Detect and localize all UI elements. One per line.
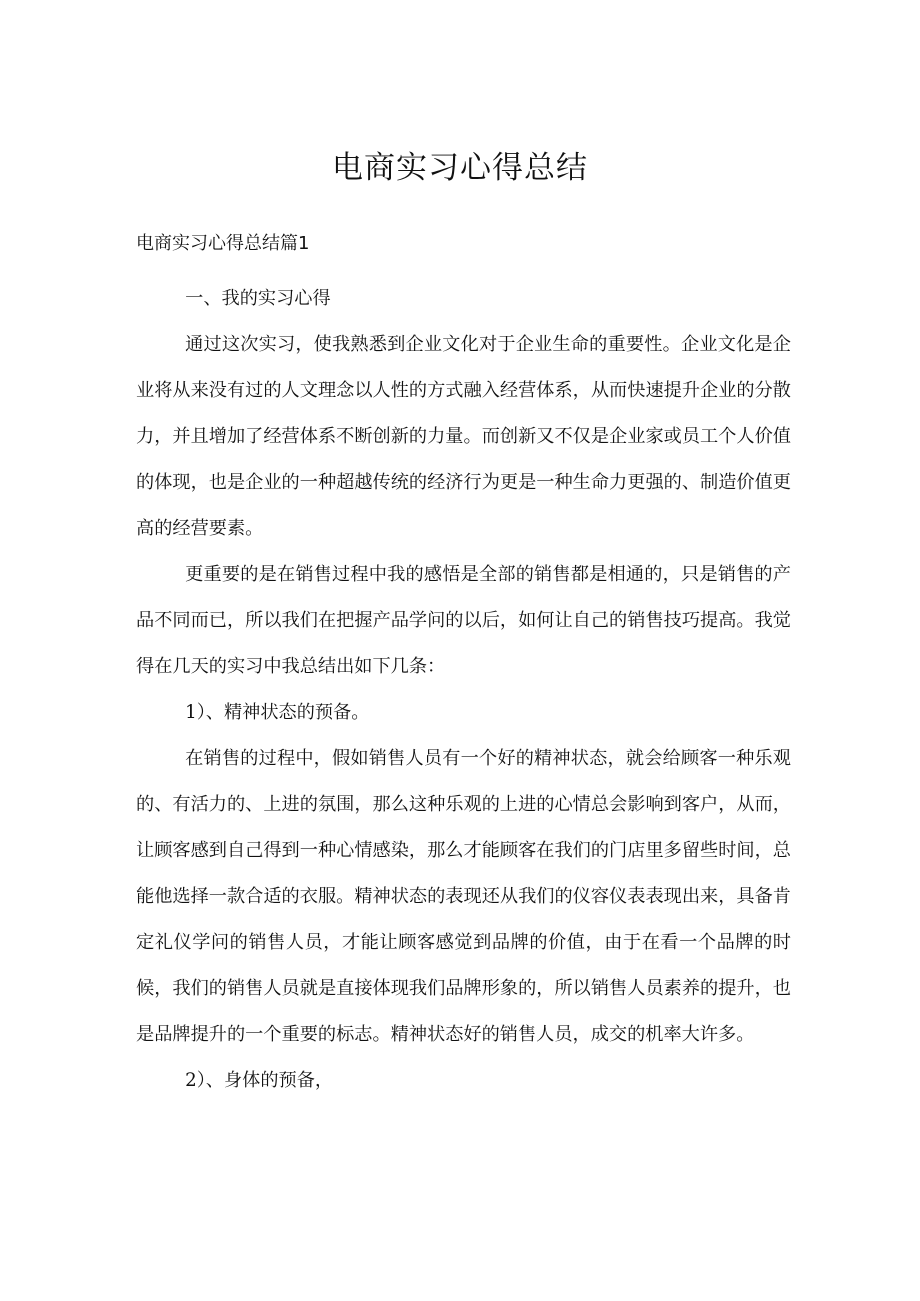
paragraph: 更重要的是在销售过程中我的感悟是全部的销售都是相通的，只是销售的产品不同而已，所以我们在把握产品学问的以后，如何让自己的销售技巧提高。我觉得在几天的实习中我总结出如下几条： <box>136 564 791 677</box>
document-subtitle: 电商实习心得总结篇1 <box>136 233 310 254</box>
paragraph: 通过这次实习，使我熟悉到企业文化对于企业生命的重要性。企业文化是企业将从来没有过的人文理念以人性的方式融入经营体系，从而快速提升企业的分散力，并且增加了经营体系不断创新的力量。而创新又不仅是企业家或员工个人价值的体现，也是企业的一种超越传统的经济行为更是一种生命力更强的、制造价值更高的经营要素。 <box>136 334 791 539</box>
section-heading: 2）、身体的预备， <box>185 1070 334 1091</box>
document-body <box>136 276 791 1104</box>
document-title: 电商实习心得总结 <box>332 150 588 186</box>
paragraph: 在销售的过程中，假如销售人员有一个好的精神状态，就会给顾客一种乐观的、有活力的、上进的氛围，那么这种乐观的上进的心情总会影响到客户，从而，让顾客感到自己得到一种心情感染，那么才能顾客在我们的门店里多留些时间，总能他选择一款合适的衣服。精神状态的表现还从我们的仪容仪表表现出来，具备肯定礼仪学问的销售人员，才能让顾客感觉到品牌的价值，由于在看一个品牌的时候，我们的销售人员就是直接体现我们品牌形象的，所以销售人员素养的提升，也是品牌提升的一个重要的标志。精神状态好的销售人员，成交的机率大许多。 <box>136 748 791 1045</box>
section-heading: 一、我的实习心得 <box>185 288 331 309</box>
section-heading: 1）、精神状态的预备。 <box>185 702 370 723</box>
